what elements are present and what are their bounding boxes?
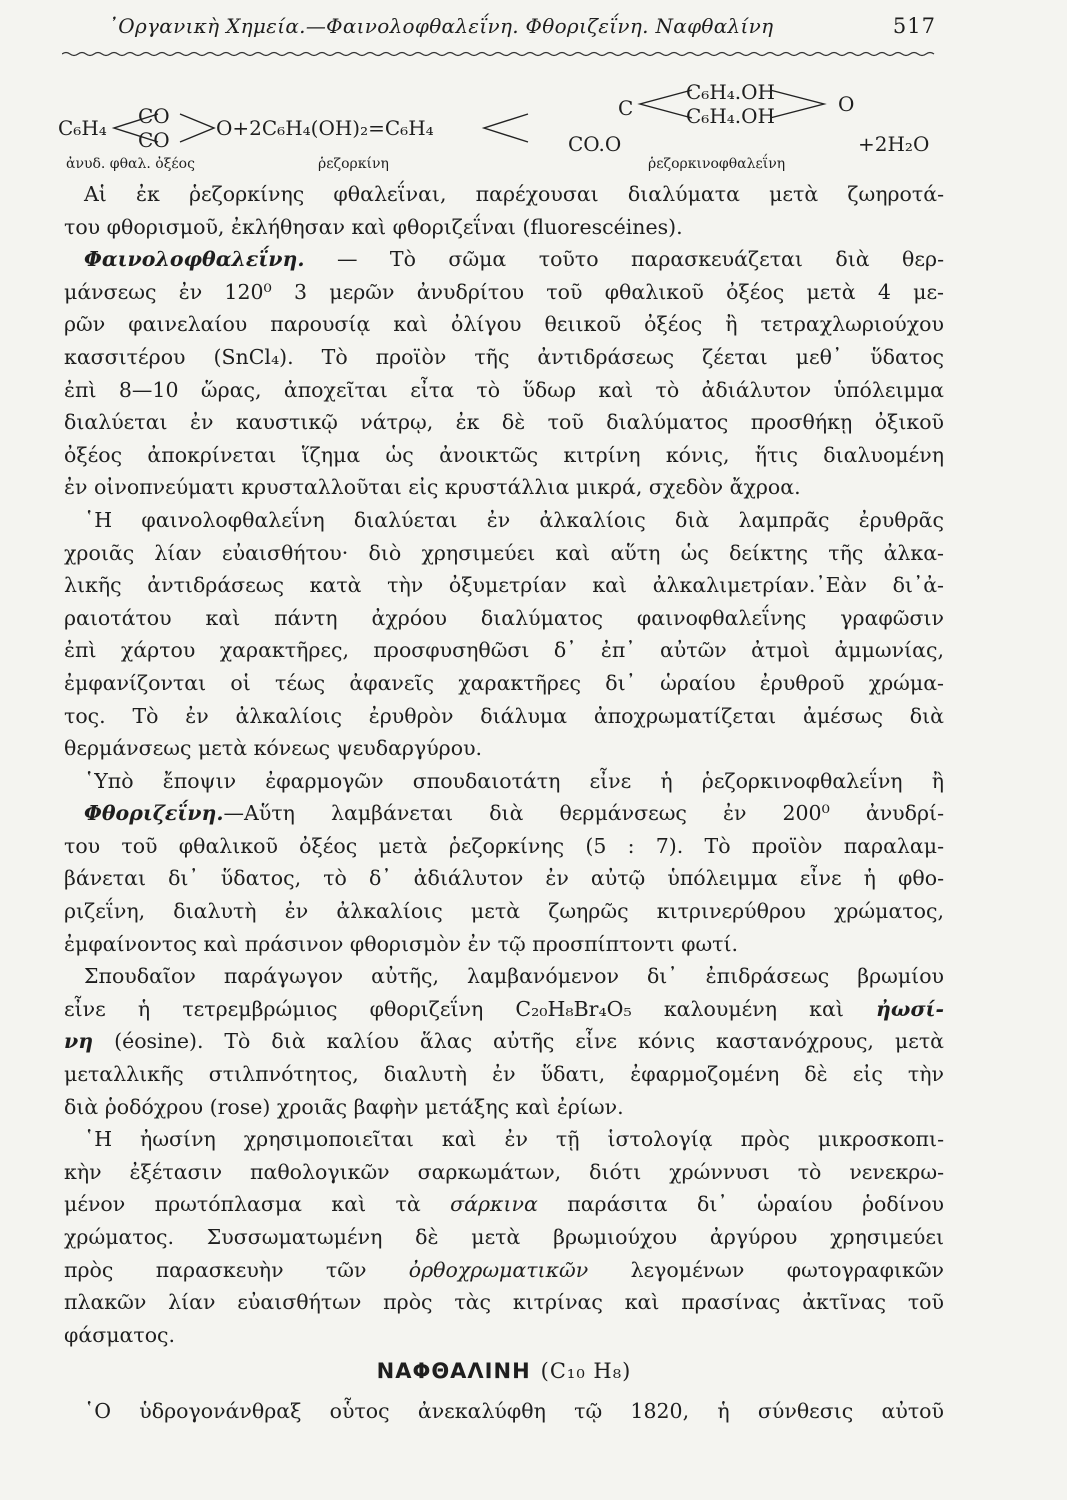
text-line bbox=[64, 276, 944, 309]
line-text: (éosine). Τὸ διὰ καλίου ἅλας αὐτῆς εἶνε κόνις καστανόχρους, μετὰ bbox=[93, 1029, 944, 1054]
eq-co-o: CO.O bbox=[568, 132, 622, 156]
line-text: ὀξέος ἀποκρίνεται ἵζημα ὡς ἀνοικτῶς κιτρίνη κόνις, ἥτις διαλυομένη bbox=[64, 442, 944, 467]
text-line bbox=[64, 308, 944, 341]
text-line bbox=[64, 732, 944, 765]
line-text: ἐπὶ 8—10 ὥρας, ἀποχεῖται εἶτα τὸ ὕδωρ καὶ τὸ ἀδιάλυτον ὑπόλειμμα bbox=[64, 377, 944, 402]
text-line bbox=[64, 537, 944, 570]
line-text: χρώματος. Συσσωματωμένη δὲ μετὰ βρωμιούχου ἀργύρου χρησιμεύει bbox=[64, 1225, 944, 1249]
line-text: φάσματος. bbox=[64, 1322, 176, 1347]
text-line bbox=[64, 928, 944, 961]
final-line: ῾Ο ὑδρογονάνθραξ οὗτος ἀνεκαλύφθη τῷ 1820, ἡ σύνθεσις αὐτοῦ bbox=[84, 1399, 944, 1424]
line-text: ραιοτάτου καὶ πάντη ἀχρόου διαλύματος φαινοφθαλεΐνης γραφῶσιν bbox=[64, 605, 944, 630]
eq-c-mid: C bbox=[618, 96, 634, 120]
eq-top-group-1: C₆H₄.OH bbox=[686, 80, 775, 104]
text-line bbox=[64, 700, 944, 733]
running-header bbox=[108, 14, 936, 48]
header-title: ᾽Οργανικὴ Χημεία.—Φαινολοφθαλεΐνη. Φθοριζεΐνη. Ναφθαλίνη bbox=[108, 14, 774, 38]
line-text: πλακῶν λίαν εὐαισθήτων πρὸς τὰς κιτρίνας καὶ πρασίνας ἀκτῖνας τοῦ bbox=[64, 1290, 944, 1315]
text-line bbox=[64, 1156, 944, 1189]
line-text: του τοῦ φθαλικοῦ ὀξέος μετὰ ῥεζορκίνης (5 : 7). Τὸ προϊὸν παραλαμ- bbox=[64, 833, 944, 858]
line-text: ρῶν φαινελαίου παρουσίᾳ καὶ ὀλίγου θειικοῦ ὀξέος ἢ τετραχλωριούχου bbox=[64, 312, 944, 337]
text-line bbox=[64, 243, 944, 276]
text-line bbox=[64, 1091, 944, 1124]
text-line bbox=[64, 569, 944, 602]
text-line bbox=[64, 895, 944, 928]
text-line bbox=[64, 797, 944, 830]
eq-co-top: CO bbox=[138, 104, 170, 128]
text-line bbox=[64, 1286, 944, 1319]
line-text: μεταλλικῆς στιλπνότητος, διαλυτὴ ἐν ὕδατι, ἐφαρμοζομένη δὲ εἰς τὴν bbox=[64, 1062, 944, 1087]
section-title-text: ΝΑΦΘΑΛΙΝΗ bbox=[376, 1359, 531, 1384]
section-formula: (C₁₀ H₈) bbox=[540, 1359, 632, 1384]
line-text: λικῆς ἀντιδράσεως κατὰ τὴν ὀξυμετρίαν καὶ ἀλκαλιμετρίαν.᾽Εὰν δι᾽ἀ- bbox=[64, 573, 944, 598]
text-line bbox=[64, 1025, 944, 1058]
line-text: ῾Υπὸ ἔποψιν ἐφαρμογῶν σπουδαιοτάτη εἶνε ἡ ῥεζορκινοφθαλεΐνη ἢ bbox=[84, 768, 944, 793]
text-line bbox=[64, 504, 944, 537]
eq-label-resorcin: ῥεζορκίνη bbox=[318, 156, 389, 172]
section-title bbox=[64, 1351, 944, 1395]
eq-label-product: ῥεζορκινοφθαλεΐνη bbox=[648, 156, 786, 172]
text-line bbox=[64, 667, 944, 700]
line-text: διαλύεται ἐν καυστικῷ νάτρῳ, ἐκ δὲ τοῦ διαλύματος προσθήκῃ ὀξικοῦ bbox=[64, 410, 944, 435]
line-text: διὰ ῥοδόχρου (rose) χροιᾶς βαφὴν μετάξης καὶ ἐρίων. bbox=[64, 1094, 624, 1119]
eq-label-anhydride: ἀνυδ. φθαλ. ὀξέος bbox=[66, 156, 195, 172]
line-text: χροιᾶς λίαν εὐαισθήτου· διὸ χρησιμεύει καὶ αὕτη ὡς δείκτης τῆς ἀλκα- bbox=[64, 540, 944, 565]
line-text: τος. Τὸ ἐν ἀλκαλίοις ἐρυθρὸν διάλυμα ἀποχρωματίζεται ἀμέσως διὰ bbox=[64, 703, 944, 728]
bold-term: ἠωσί- bbox=[876, 996, 944, 1021]
eq-co-bottom: CO bbox=[138, 128, 170, 152]
bold-term: Φαινολοφθαλεΐνη. bbox=[84, 247, 305, 272]
line-text: ἐμφανίζονται οἱ τέως ἀφανεῖς χαρακτῆρες δι᾽ ὡραίου ἐρυθροῦ χρώμα- bbox=[64, 670, 944, 695]
line-text: ῾Η ἠωσίνη χρησιμοποιεῖται καὶ ἐν τῇ ἱστολογίᾳ πρὸς μικροσκοπι- bbox=[84, 1127, 944, 1152]
italic-term: σάρκινα bbox=[450, 1192, 538, 1217]
text-line bbox=[64, 1221, 944, 1254]
eq-c6h4-left: C₆H₄ bbox=[58, 116, 107, 140]
line-text: ἐν οἰνοπνεύματι κρυσταλλοῦται εἰς κρυστάλλια μικρά, σχεδὸν ἄχροα. bbox=[64, 475, 801, 500]
text-line bbox=[64, 993, 944, 1026]
text-line bbox=[64, 1123, 944, 1156]
text-line bbox=[64, 374, 944, 407]
line-text: εἶνε ἡ τετρεμβρώμιος φθοριζεΐνη C₂₀H₈Br₄O₅ καλουμένη καὶ bbox=[64, 996, 844, 1021]
eq-water: +2H₂O bbox=[858, 132, 930, 156]
italic-term: ὀρθοχρωματικῶν bbox=[408, 1257, 589, 1282]
text-line bbox=[64, 765, 944, 798]
line-text: θερμάνσεως μετὰ κόνεως ψευδαργύρου. bbox=[64, 736, 483, 761]
line-text: βάνεται δι᾽ ὕδατος, τὸ δ᾽ ἀδιάλυτον ἐν αὐτῷ ὑπόλειμμα εἶνε ἡ φθο- bbox=[64, 866, 944, 891]
line-text-cont: παράσιτα δι᾽ ὡραίου ῥοδίνου bbox=[537, 1192, 944, 1217]
line-text: Σπουδαῖον παράγωγον αὐτῆς, λαμβανόμενον δι᾽ ἐπιδράσεως βρωμίου bbox=[84, 964, 944, 989]
line-text: Αἱ ἐκ ῥεζορκίνης φθαλεΐναι, παρέχουσαι διαλύματα μετὰ ζωηροτά- bbox=[84, 182, 944, 206]
text-line bbox=[64, 471, 944, 504]
line-text: μάνσεως ἐν 120⁰ 3 μερῶν ἀνυδρίτου τοῦ φθαλικοῦ ὀξέος μετὰ 4 με- bbox=[64, 279, 944, 304]
text-line bbox=[64, 1254, 944, 1287]
text-line bbox=[64, 406, 944, 439]
eq-bracket-product bbox=[480, 110, 530, 146]
eq-reactants: O+2C₆H₄(OH)₂=C₆H₄ bbox=[216, 116, 434, 140]
eq-bracket-o bbox=[768, 86, 828, 122]
line-text: κασσιτέρου (SnCl₄). Τὸ προϊὸν τῆς ἀντιδράσεως ζέεται μεθ᾽ ὕδατος bbox=[64, 344, 944, 369]
text-line bbox=[64, 178, 944, 211]
line-text: ἐμφαίνοντος καὶ πράσινον φθορισμὸν ἐν τῷ προσπίπτοντι φωτί. bbox=[64, 931, 739, 956]
line-text: ἐπὶ χάρτου χαρακτῆρες, προσφυσηθῶσι δ᾽ ἐπ᾽ αὐτῶν ἀτμοὶ ἀμμωνίας, bbox=[64, 638, 944, 663]
line-text: κὴν ἐξέτασιν παθολογικῶν σαρκωμάτων, διότι χρώννυσι τὸ νενεκρω- bbox=[64, 1159, 944, 1184]
eq-bracket-right bbox=[178, 110, 218, 146]
eq-o-right: O bbox=[838, 92, 855, 116]
text-line bbox=[64, 341, 944, 374]
line-text: ῾Η φαινολοφθαλεΐνη διαλύεται ἐν ἀλκαλίοις διὰ λαμπρᾶς ἐρυθρᾶς bbox=[84, 507, 944, 532]
line-text-cont: λεγομένων φωτογραφικῶν bbox=[588, 1257, 944, 1282]
line-text: του φθορισμοῦ, ἐκλήθησαν καὶ φθοριζεΐναι (fluorescéines). bbox=[64, 214, 683, 239]
text-line bbox=[64, 1319, 944, 1352]
text-line bbox=[64, 960, 944, 993]
reaction-equation bbox=[58, 76, 948, 172]
text-line bbox=[64, 634, 944, 667]
page-number: 517 bbox=[892, 14, 936, 38]
line-text: —Αὕτη λαμβάνεται διὰ θερμάνσεως ἐν 200⁰ ἀνυδρί- bbox=[223, 801, 944, 826]
text-line bbox=[64, 862, 944, 895]
line-text: ριζεΐνη, διαλυτὴ ἐν ἀλκαλίοις μετὰ ζωηρῶς κιτρινερύθρου χρώματος, bbox=[64, 899, 944, 924]
text-line bbox=[64, 439, 944, 472]
bold-term: νη bbox=[64, 1029, 94, 1054]
body-text bbox=[64, 178, 944, 1428]
line-text: πρὸς παρασκευὴν τῶν bbox=[64, 1257, 367, 1282]
text-line bbox=[64, 1188, 944, 1221]
line-text: — Τὸ σῶμα τοῦτο παρασκευάζεται διὰ θερ- bbox=[304, 247, 944, 272]
text-line bbox=[64, 830, 944, 863]
header-rule bbox=[62, 51, 938, 57]
text-line bbox=[64, 211, 944, 244]
eq-top-group-2: C₆H₄.OH bbox=[686, 104, 775, 128]
line-text: μένον πρωτόπλασμα καὶ τὰ bbox=[64, 1192, 421, 1217]
text-line bbox=[64, 602, 944, 635]
text-line bbox=[64, 1058, 944, 1091]
bold-term: Φθοριζεΐνη. bbox=[84, 801, 224, 826]
